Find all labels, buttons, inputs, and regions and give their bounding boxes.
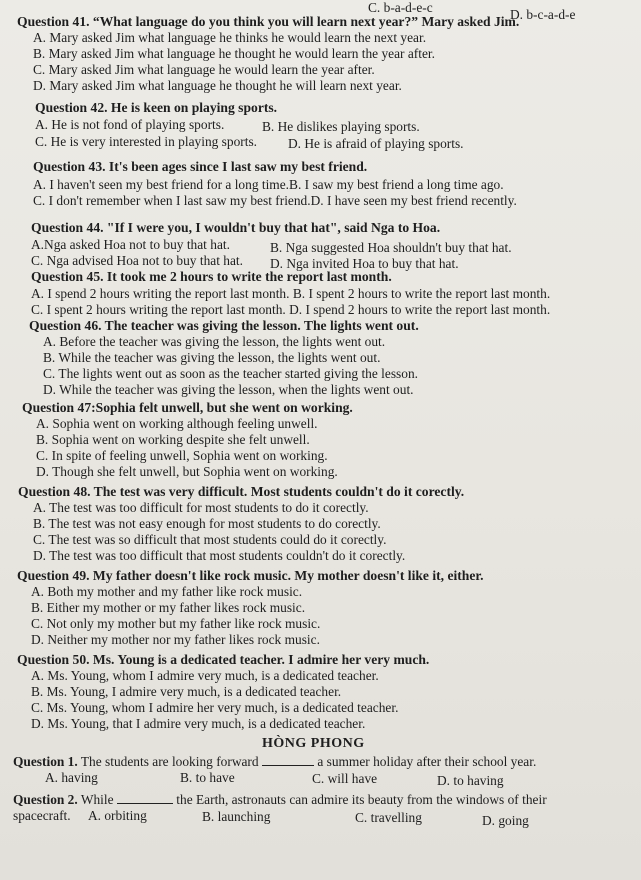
- q47-option-c: C. In spite of feeling unwell, Sophia went on working.: [36, 448, 328, 463]
- q46-option-a: A. Before the teacher was giving the lesson, the lights went out.: [43, 334, 386, 349]
- q42-stem: Question 42. He is keen on playing sports.: [35, 100, 278, 115]
- q41-stem: Question 41. “What language do you think you will learn next year?” Mary asked Jim.: [17, 14, 520, 29]
- q50-stem: Question 50. Ms. Young is a dedicated teacher. I admire her very much.: [17, 652, 430, 667]
- q48-option-c: C. The test was so difficult that most students could do it corectly.: [33, 532, 387, 547]
- q49-stem: Question 49. My father doesn't like rock music. My mother doesn't like it, either.: [17, 568, 484, 583]
- q2-option-b: B. launching: [202, 809, 271, 824]
- q48-stem: Question 48. The test was very difficult. Most students couldn't do it corectly.: [18, 484, 465, 499]
- q2-label: Question 2.: [13, 792, 78, 807]
- q42-option-b: B. He dislikes playing sports.: [262, 119, 420, 134]
- q44-option-d: D. Nga invited Hoa to buy that hat.: [270, 256, 459, 271]
- prev-answer-d: D. b-c-a-d-e: [510, 7, 576, 22]
- q43-options-cd: C. I don't remember when I last saw my best friend.D. I have seen my best friend recently.: [33, 193, 517, 208]
- q41-option-d: D. Mary asked Jim what language he thought he will learn next year.: [33, 78, 402, 93]
- q49-option-a: A. Both my mother and my father like rock music.: [31, 584, 303, 599]
- q45-options-ab: A. I spend 2 hours writing the report last month. B. I spent 2 hours to write the report last month.: [31, 286, 551, 301]
- q2-line: [13, 792, 547, 807]
- q45-stem: Question 45. It took me 2 hours to write the report last month.: [31, 269, 392, 284]
- q1-prompt-pre: The students are looking forward: [80, 754, 259, 769]
- q42-option-c: C. He is very interested in playing sports.: [35, 134, 258, 149]
- q46-option-c: C. The lights went out as soon as the teacher started giving the lesson.: [43, 366, 418, 381]
- q46-option-d: D. While the teacher was giving the lesson, when the lights went out.: [43, 382, 414, 397]
- q45-options-cd: C. I spent 2 hours writing the report last month. D. I spend 2 hours to write the report last month.: [31, 302, 551, 317]
- q42-option-d: D. He is afraid of playing sports.: [288, 136, 464, 151]
- q1-option-c: C. will have: [312, 771, 378, 786]
- q47-stem: Question 47:Sophia felt unwell, but she went on working.: [22, 400, 353, 415]
- q41-option-c: C. Mary asked Jim what language he would learn the year after.: [33, 62, 375, 77]
- q2-blank: [117, 792, 173, 804]
- q50-option-a: A. Ms. Young, whom I admire very much, is a dedicated teacher.: [31, 668, 379, 683]
- q2-option-c: C. travelling: [355, 810, 422, 825]
- q2-prompt-cont: spacecraft.: [13, 808, 71, 823]
- q2-option-d: D. going: [482, 813, 529, 828]
- q49-option-b: B. Either my mother or my father likes rock music.: [31, 600, 306, 615]
- q48-option-d: D. The test was too difficult that most students couldn't do it corectly.: [33, 548, 406, 563]
- q42-option-a: A. He is not fond of playing sports.: [35, 117, 225, 132]
- q1-line: [13, 754, 536, 769]
- q1-label: Question 1.: [13, 754, 78, 769]
- q41-option-b: B. Mary asked Jim what language he thought he would learn the year after.: [33, 46, 435, 61]
- q41-option-a: A. Mary asked Jim what language he thinks he would learn the next year.: [33, 30, 427, 45]
- q2-option-a: A. orbiting: [88, 808, 147, 823]
- q43-options-ab: A. I haven't seen my best friend for a long time.B. I saw my best friend a long time ago.: [33, 177, 504, 192]
- q43-stem: Question 43. It's been ages since I last saw my best friend.: [33, 159, 368, 174]
- q49-option-c: C. Not only my mother but my father like rock music.: [31, 616, 321, 631]
- q1-prompt-post: a summer holiday after their school year.: [317, 754, 537, 769]
- q50-option-b: B. Ms. Young, I admire very much, is a dedicated teacher.: [31, 684, 342, 699]
- q44-stem: Question 44. "If I were you, I wouldn't buy that hat", said Nga to Hoa.: [31, 220, 441, 235]
- section-title: HÒNG PHONG: [262, 736, 365, 751]
- q1-option-d: D. to having: [437, 773, 504, 788]
- q48-option-b: B. The test was not easy enough for most students to do corectly.: [33, 516, 381, 531]
- q50-option-d: D. Ms. Young, that I admire very much, is a dedicated teacher.: [31, 716, 366, 731]
- q46-option-b: B. While the teacher was giving the lesson, the lights went out.: [43, 350, 381, 365]
- q49-option-d: D. Neither my mother nor my father likes rock music.: [31, 632, 320, 647]
- q44-option-c: C. Nga advised Hoa not to buy that hat.: [31, 253, 243, 268]
- q1-blank: [262, 754, 314, 766]
- q1-option-a: A. having: [45, 770, 98, 785]
- q2-prompt-pre: While: [80, 792, 114, 807]
- q47-option-d: D. Though she felt unwell, but Sophia went on working.: [36, 464, 338, 479]
- q1-option-b: B. to have: [180, 770, 235, 785]
- q50-option-c: C. Ms. Young, whom I admire her very much, is a dedicated teacher.: [31, 700, 399, 715]
- q47-option-a: A. Sophia went on working although feeling unwell.: [36, 416, 318, 431]
- q48-option-a: A. The test was too difficult for most students to do it corectly.: [33, 500, 369, 515]
- q2-prompt-post: the Earth, astronauts can admire its beauty from the windows of their: [176, 792, 547, 807]
- q44-option-a: A.Nga asked Hoa not to buy that hat.: [31, 237, 230, 252]
- q44-option-b: B. Nga suggested Hoa shouldn't buy that hat.: [270, 240, 512, 255]
- q47-option-b: B. Sophia went on working despite she felt unwell.: [36, 432, 310, 447]
- prev-answer-c: C. b-a-d-e-c: [368, 0, 433, 15]
- q46-stem: Question 46. The teacher was giving the lesson. The lights went out.: [29, 318, 419, 333]
